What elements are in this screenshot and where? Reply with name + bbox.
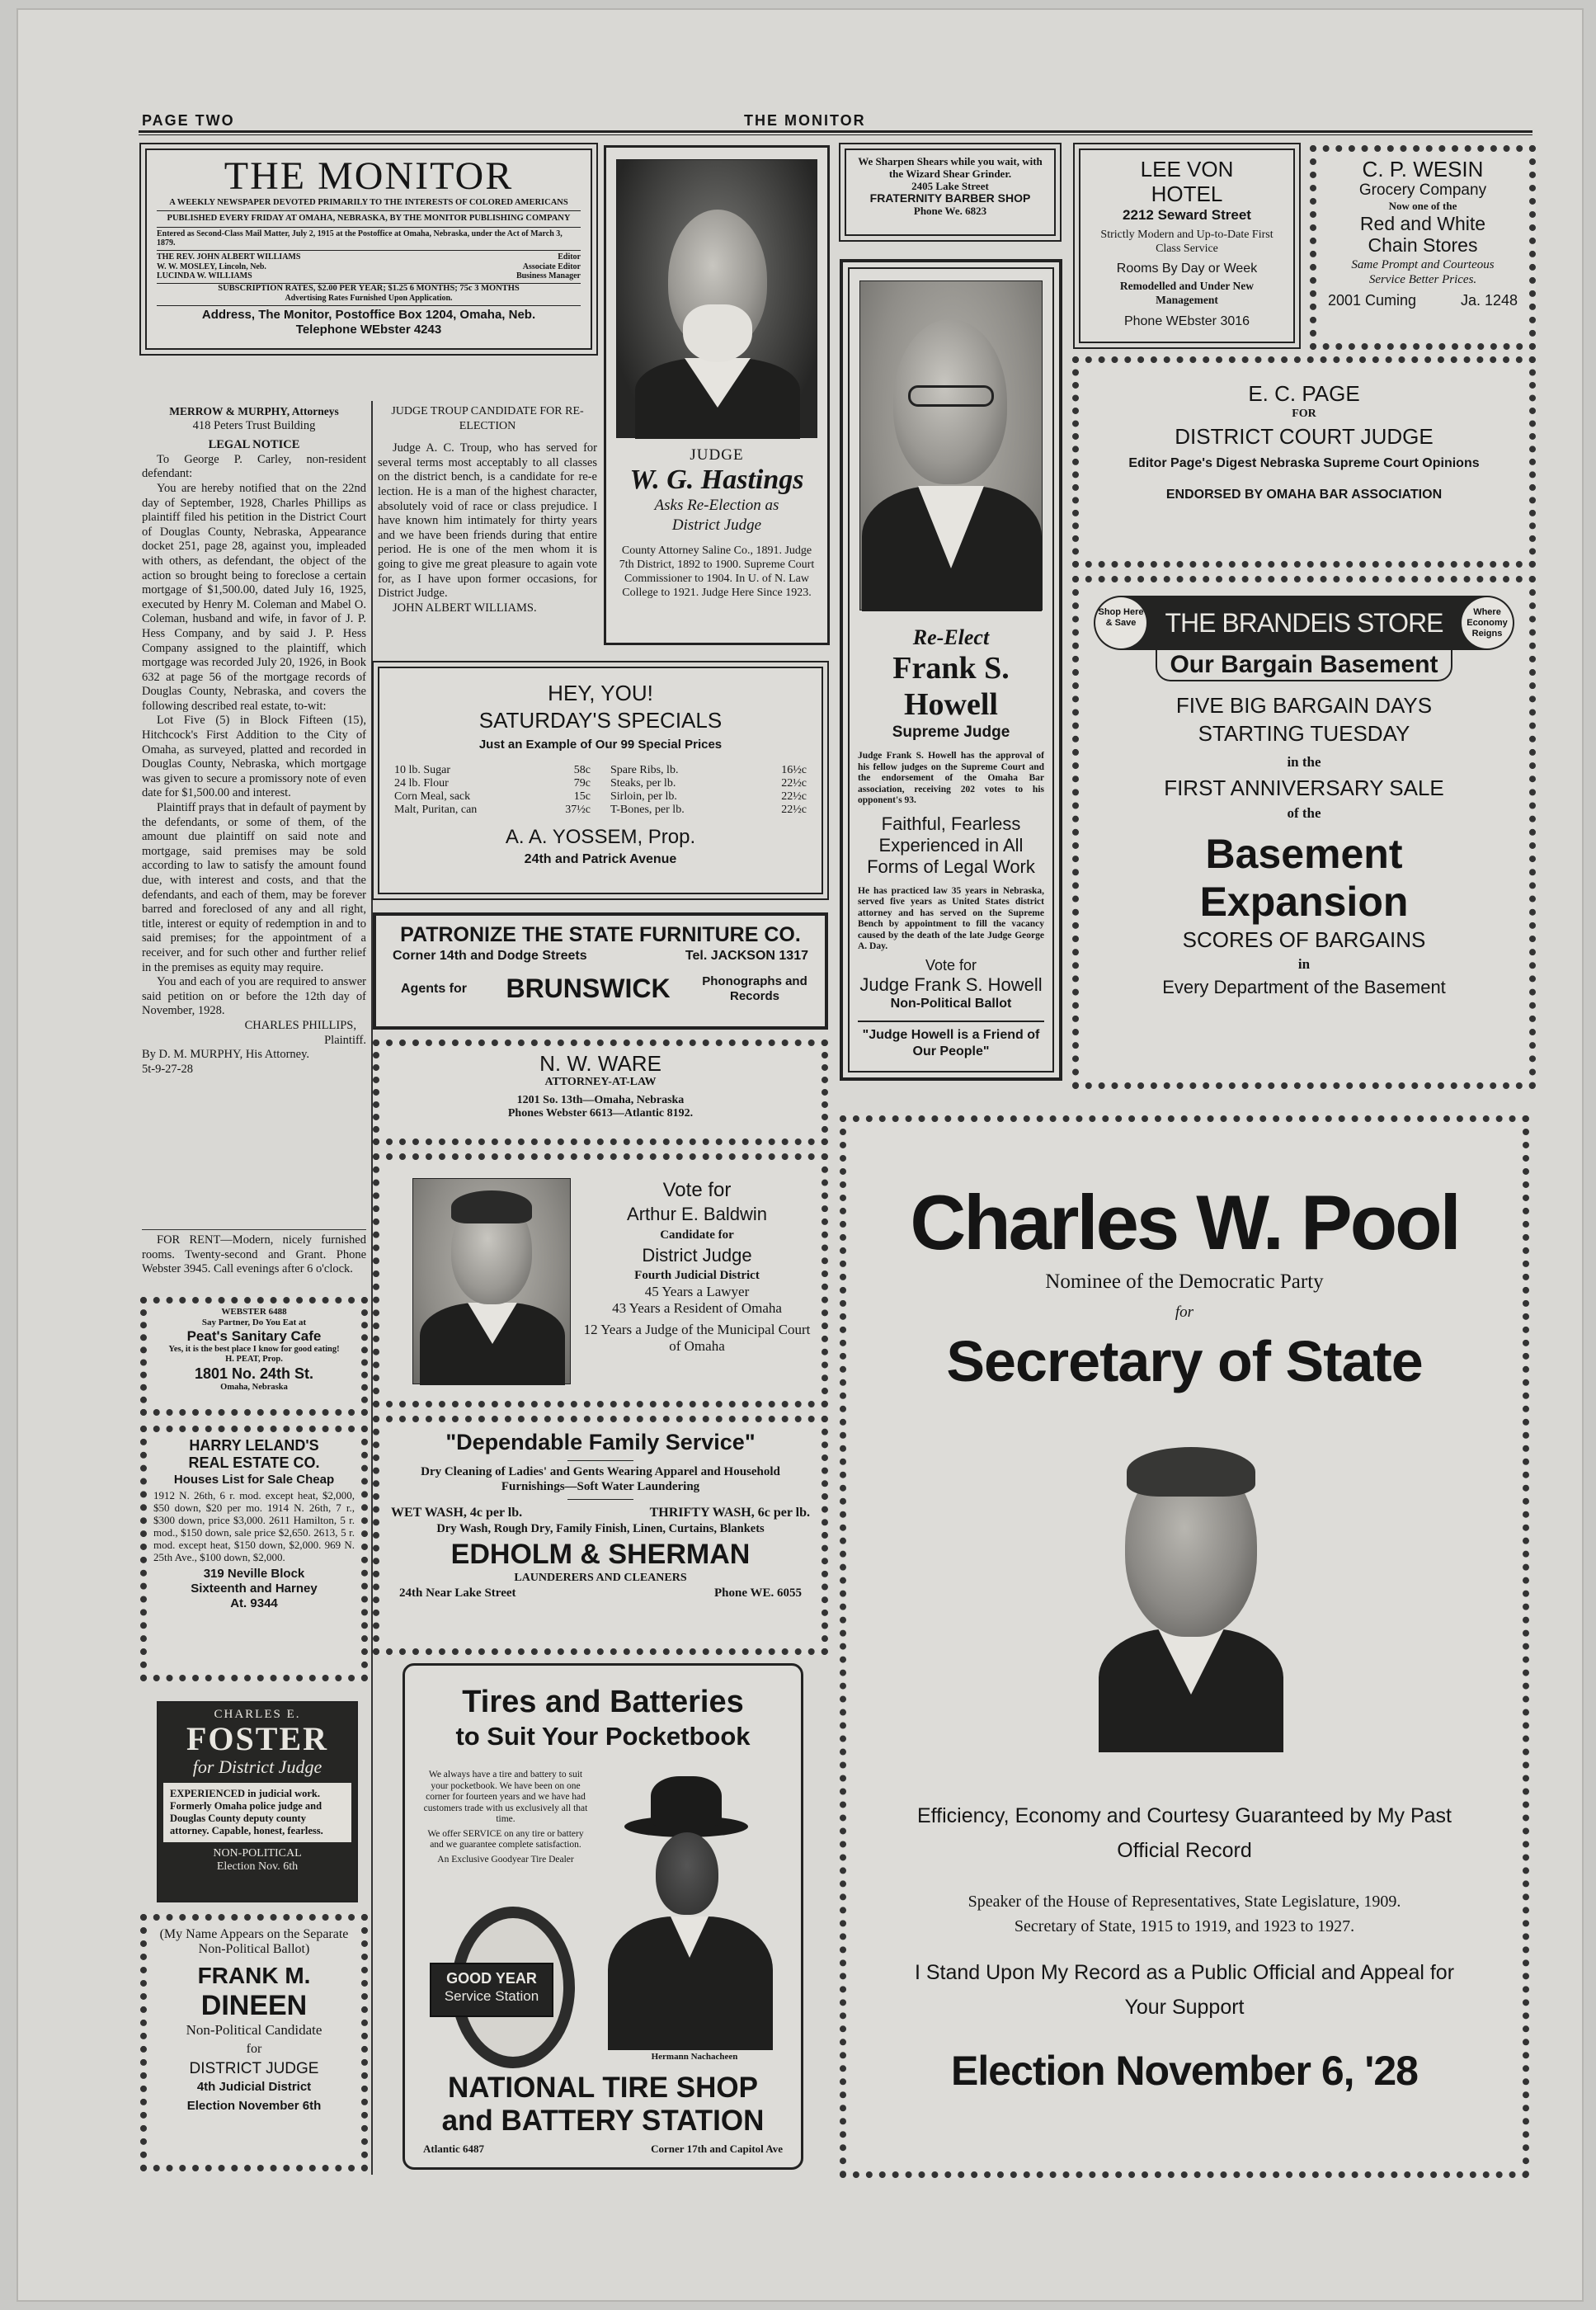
barber-address: 2405 Lake Street — [911, 180, 989, 192]
brandeis-departments: Every Department of the Basement — [1162, 977, 1446, 997]
leland-listings: 1912 N. 26th, 6 r. mod. except heat, $2,000, $50 down, $20 per mo. 1914 N. 26th, 7 r., $300 down, price $3,000. 2611 Hamilton, 5 r. mod., $150 down, sale price $2,650. 2613, 5 r. mod. except heat, $150 down, $2,000. 969 N. 25th Ave., $100 down, $2,000. — [153, 1489, 355, 1563]
edholm-rates — [388, 1505, 813, 1521]
howell-ballot: Non-Political Ballot — [890, 996, 1012, 1011]
edholm-services: Dry Cleaning of Ladies' and Gents Wearing Apparel and Household Furnishings—Soft Water Laundering — [421, 1465, 780, 1493]
tires-copy — [423, 1770, 588, 1865]
furniture-title: PATRONIZE THE STATE FURNITURE CO. — [400, 923, 801, 946]
furniture-contact — [393, 947, 808, 965]
baldwin-ad — [373, 1153, 828, 1407]
specials-subtitle: Just an Example of Our 99 Special Prices — [478, 738, 723, 752]
edholm-sherman-ad — [373, 1416, 828, 1655]
foster-body: EXPERIENCED in judicial work. Formerly Omaha police judge and Douglas County deputy county attorney. Capable, honest, fearless. — [163, 1783, 351, 1842]
foster-firstname: CHARLES E. — [214, 1708, 301, 1721]
hotel-rooms: Rooms By Day or Week — [1116, 262, 1258, 276]
howell-quote: "Judge Howell is a Friend of Our People" — [858, 1021, 1044, 1060]
howell-slogan: Faithful, Fearless Experienced in All Forms of Legal Work — [867, 813, 1035, 877]
hastings-text — [606, 446, 827, 600]
portrait-hair — [1127, 1447, 1255, 1497]
edholm-wet-wash: WET WASH, 4c per lb. — [391, 1506, 523, 1520]
howell-text — [843, 625, 1059, 1060]
brandeis-banner — [1094, 596, 1514, 650]
pool-record: Speaker of the House of Representatives, State Legislature, 1909. — [967, 1893, 1401, 1911]
tires-phone: Atlantic 6487 — [423, 2143, 485, 2155]
price-value: 79c — [573, 777, 591, 790]
wesin-address: 2001 Cuming — [1328, 292, 1417, 309]
brandeis-badge-left: Shop Here & Save — [1095, 597, 1146, 648]
pool-appeal: I Stand Upon My Record as a Public Official and Appeal for Your Support — [914, 1961, 1455, 2019]
lee-von-hotel-ad — [1079, 148, 1295, 343]
masthead-subtitle: A WEEKLY NEWSPAPER DEVOTED PRIMARILY TO THE INTERESTS OF COLORED AMERICANS — [157, 198, 581, 211]
price-row — [610, 804, 807, 817]
wesin-chain: Chain Stores — [1368, 234, 1478, 256]
barber-slogan: We Sharpen Shears while you wait, with the Wizard Shear Grinder. — [858, 155, 1043, 180]
brandeis-sale: FIRST ANNIVERSARY SALE — [1164, 776, 1444, 800]
portrait-hat-crown — [651, 1776, 722, 1826]
price-row — [610, 764, 807, 777]
goodyear-sign-brand: GOOD YEAR — [446, 1970, 537, 1987]
hastings-portrait — [616, 159, 817, 438]
howell-reelect: Re-Elect — [912, 625, 990, 649]
specials-right — [610, 764, 807, 817]
specials-hey: HEY, YOU! — [548, 681, 653, 705]
price-row — [394, 804, 591, 817]
wesin-name: C. P. WESIN — [1362, 157, 1484, 182]
furniture-brand: BRUNSWICK — [506, 974, 671, 1003]
price-row — [394, 777, 591, 790]
wesin-contact — [1321, 290, 1524, 310]
price-item: T-Bones, per lb. — [610, 804, 685, 816]
howell-ad — [840, 259, 1062, 1081]
masthead-ad-rates: Advertising Rates Furnished Upon Application. — [285, 293, 453, 303]
peats-name: Peat's Sanitary Cafe — [186, 1328, 322, 1344]
portrait-glasses — [908, 385, 994, 407]
howell-vote-name: Judge Frank S. Howell — [859, 974, 1043, 995]
paper-name: THE MONITOR — [744, 112, 866, 129]
barber-name: FRATERNITY BARBER SHOP — [869, 191, 1031, 205]
price-row — [610, 777, 807, 790]
national-tire-ad — [403, 1663, 803, 2170]
foster-ad — [157, 1701, 358, 1902]
wesin-phone: Ja. 1248 — [1460, 292, 1518, 309]
legal-signature: CHARLES PHILLIPS, — [244, 1018, 356, 1032]
masthead-rates: SUBSCRIPTION RATES, $2.00 PER YEAR; $1.25 6 MONTHS; 75c 3 MONTHS — [157, 283, 581, 294]
brandeis-line: STARTING TUESDAY — [1198, 721, 1410, 746]
brandeis-line: FIVE BIG BARGAIN DAYS — [1175, 693, 1433, 718]
dineen-candidacy: Non-Political Candidate — [186, 2022, 322, 2038]
wesin-line: Now one of the — [1388, 200, 1457, 212]
baldwin-district: Fourth Judicial District — [634, 1269, 760, 1282]
brandeis-badge-right: Where Economy Reigns — [1462, 597, 1513, 648]
price-item: 24 lb. Flour — [394, 777, 449, 790]
wesin-slogan: Same Prompt and Courteous Service Better Prices. — [1351, 258, 1495, 286]
portrait-beard — [683, 304, 752, 362]
howell-record: He has practiced law 35 years in Nebraska, served five years as United States district attorney and has served on the Supreme Bench by appointment to fill the vacancy caused by the death of the late Judge George A. Day. — [858, 885, 1044, 951]
baldwin-fact: 45 Years a Lawyer — [644, 1284, 750, 1299]
brandeis-line: of the — [1287, 805, 1321, 821]
pool-secretary-of-state-ad — [840, 1115, 1529, 2178]
baldwin-portrait — [412, 1178, 571, 1384]
wesin-grocery-ad — [1310, 145, 1536, 350]
edholm-finishes: Dry Wash, Rough Dry, Family Finish, Linen, Curtains, Blankets — [436, 1522, 765, 1535]
masthead-title: THE MONITOR — [224, 154, 514, 198]
edholm-slogan: "Dependable Family Service" — [445, 1430, 756, 1454]
pool-name: Charles W. Pool — [910, 1179, 1459, 1266]
price-row — [610, 790, 807, 804]
leland-phone: At. 9344 — [230, 1596, 278, 1610]
dineen-note: (My Name Appears on the Separate Non-Political Ballot) — [159, 1927, 349, 1956]
tires-address: Corner 17th and Capitol Ave — [651, 2143, 783, 2155]
specials-left — [394, 764, 591, 817]
hastings-title: JUDGE — [690, 446, 744, 464]
staff-name: THE REV. JOHN ALBERT WILLIAMS — [157, 252, 301, 262]
price-item: Steaks, per lb. — [610, 777, 676, 790]
dineen-for: for — [246, 2042, 262, 2056]
baldwin-candidate: Candidate for — [660, 1228, 734, 1242]
price-item: 10 lb. Sugar — [394, 764, 451, 776]
legal-paragraph: Lot Five (5) in Block Fifteen (15), Hitchcock's First Addition to the City of Omaha, as surveyed, platted and recorded in Douglas County, Nebraska, which mortgage was given to secure a promissory note of even date for $1,500.00 and interest. — [142, 714, 366, 800]
ornament-rule — [567, 1499, 633, 1500]
page-number: PAGE TWO — [142, 112, 235, 129]
portrait-hair — [451, 1190, 532, 1223]
brandeis-line: in — [1297, 956, 1311, 972]
peats-cafe-ad — [140, 1297, 368, 1416]
goodyear-sign — [430, 1963, 553, 2017]
price-value: 37½c — [565, 804, 591, 816]
page-endorsement: ENDORSED BY OMAHA BAR ASSOCIATION — [1165, 488, 1443, 502]
ware-address: 1201 So. 13th—Omaha, Nebraska — [516, 1094, 685, 1106]
ware-title: ATTORNEY-AT-LAW — [544, 1076, 657, 1088]
dineen-firstname: FRANK M. — [197, 1963, 311, 1988]
barber-phone: Phone We. 6823 — [913, 205, 987, 217]
furniture-products: Phonographs and Records — [702, 974, 807, 1003]
legal-paragraph: You are hereby notified that on the 22nd day of September, 1928, Charles Phillips as plaintiff filed his petition in the District Court of Douglas County, Nebraska, Appearance docket 251, page 28, against you, impleaded with others, as defendant, the object of the action so brought being to foreclose a certain mortgage of $1,500.00, dated July 16, 1925, executed by Henry M. Coleman and Mabel O. Coleman, husband and wife, in favor of J. P. Hess Company, and by said J. P. Hess Company assigned to the plaintiff, which mortgage was recorded July 20, 1926, in Book 632 at page 56 of the mortgage records of Douglas County, Nebraska, and covers the following described real estate, to-wit: — [142, 481, 366, 713]
legal-attorney: By D. M. MURPHY, His Attorney. — [142, 1048, 310, 1062]
dineen-ad — [140, 1914, 368, 2171]
tires-shop-name: NATIONAL TIRE SHOP — [448, 2072, 758, 2104]
hotel-name: LEE VON — [1140, 157, 1234, 182]
ornament-rule — [567, 1460, 633, 1461]
specials-proprietor: A. A. YOSSEM, Prop. — [505, 826, 696, 848]
masthead-staff — [157, 250, 581, 281]
hotel-name: HOTEL — [1151, 182, 1223, 206]
tires-portrait — [600, 1773, 789, 2068]
baldwin-vote: Vote for — [662, 1179, 732, 1201]
price-item: Malt, Puritan, can — [394, 804, 478, 816]
peats-prop: H. PEAT, Prop. — [225, 1355, 283, 1364]
tires-caption: Hermann Nachacheen — [651, 2052, 738, 2062]
price-value: 58c — [573, 764, 591, 776]
price-value: 22½c — [781, 777, 807, 790]
price-item: Spare Ribs, lb. — [610, 764, 679, 776]
hastings-record: County Attorney Saline Co., 1891. Judge 7th District, 1892 to 1900. Supreme Court Commissioner to 1904. In U. of N. Law College to 1921. Judge Here Since 1923. — [619, 544, 815, 599]
peats-line: Yes, it is the best place I know for good eating! — [168, 1345, 340, 1354]
wesin-chain: Red and White — [1359, 213, 1486, 234]
hastings-name: W. G. Hastings — [629, 464, 804, 495]
legal-code: 5t-9-27-28 — [142, 1062, 194, 1076]
brandeis-basement: Our Bargain Basement — [1156, 650, 1452, 681]
pool-portrait — [1099, 1439, 1283, 1752]
leland-real-estate-ad — [140, 1426, 368, 1681]
for-rent-text: FOR RENT—Modern, nicely furnished rooms. Twenty-second and Grant. Phone Webster 3945. Call evenings after 6 o'clock. — [142, 1233, 366, 1276]
pool-office: Secretary of State — [946, 1329, 1423, 1393]
leland-title: HARRY LELAND'S — [189, 1437, 319, 1454]
page-credentials: Editor Page's Digest Nebraska Supreme Court Opinions — [1128, 456, 1480, 470]
troup-signature: JOHN ALBERT WILLIAMS. — [393, 601, 537, 615]
legal-building: 418 Peters Trust Building — [192, 418, 316, 432]
goodyear-sign-service: Service Station — [444, 1988, 539, 2004]
baldwin-fact: 12 Years a Judge of the Municipal Court of Omaha — [583, 1322, 811, 1354]
price-value: 16½c — [781, 764, 807, 776]
hastings-ad — [604, 145, 830, 645]
brandeis-line: in the — [1287, 754, 1321, 770]
legal-title: LEGAL NOTICE — [208, 438, 300, 452]
hotel-address: 2212 Seward Street — [1123, 207, 1251, 223]
page-name: E. C. PAGE — [1248, 381, 1360, 406]
leland-title: REAL ESTATE CO. — [188, 1454, 320, 1471]
specials-prices — [394, 764, 807, 817]
troup-editorial — [373, 404, 597, 660]
dineen-election: Election November 6th — [186, 2099, 322, 2113]
peats-city: Omaha, Nebraska — [220, 1383, 288, 1392]
portrait-face — [656, 1832, 718, 1915]
edholm-tagline: LAUNDERERS AND CLEANERS — [514, 1572, 687, 1584]
price-row — [394, 764, 591, 777]
page-header — [142, 112, 1531, 129]
hastings-office: District Judge — [671, 516, 762, 534]
baldwin-office: District Judge — [642, 1245, 752, 1266]
edholm-name: EDHOLM & SHERMAN — [450, 1539, 751, 1570]
brandeis-headline: Expansion — [1199, 879, 1409, 925]
staff-role: Business Manager — [516, 271, 581, 280]
hastings-line: Asks Re-Election as — [654, 497, 779, 514]
tires-body: We always have a tire and battery to suit your pocketbook. We have been on one corner for fourteen years and we have had customers trade with us exclusively all that time. — [423, 1770, 588, 1824]
page-district-judge-ad — [1072, 356, 1536, 568]
staff-role: Editor — [558, 252, 581, 262]
specials-address: 24th and Patrick Avenue — [524, 852, 677, 866]
yossem-specials-ad — [378, 667, 823, 894]
furniture-phone: Tel. JACKSON 1317 — [685, 949, 808, 963]
staff-name: W. W. MOSLEY, Lincoln, Neb. — [157, 262, 266, 271]
edholm-address: 24th Near Lake Street — [399, 1586, 516, 1600]
dineen-name: DINEEN — [200, 1990, 308, 2021]
staff-role: Associate Editor — [522, 262, 581, 271]
brandeis-headline: Basement — [1205, 831, 1403, 877]
dineen-district: 4th Judicial District — [196, 2080, 312, 2094]
staff-name: LUCINDA W. WILLIAMS — [157, 271, 252, 280]
troup-title: JUDGE TROUP CANDIDATE FOR RE-ELECTION — [391, 405, 584, 432]
ware-phones: Phones Webster 6613—Atlantic 8192. — [507, 1107, 694, 1120]
page-for: FOR — [1292, 408, 1316, 420]
furniture-brand-row — [393, 974, 808, 1004]
tires-dealer: An Exclusive Goodyear Tire Dealer — [437, 1854, 574, 1864]
page-office: DISTRICT COURT JUDGE — [1175, 424, 1434, 449]
specials-title: SATURDAY'S SPECIALS — [478, 708, 723, 733]
brandeis-name: THE BRANDEIS STORE — [1165, 607, 1443, 638]
price-row — [394, 790, 591, 804]
foster-election: Election Nov. 6th — [216, 1860, 299, 1873]
leland-address: 319 Neville Block — [203, 1567, 305, 1581]
header-rule — [139, 130, 1532, 135]
edholm-thrifty-wash: THRIFTY WASH, 6c per lb. — [649, 1506, 810, 1520]
edholm-contact — [388, 1585, 813, 1601]
barber-shop-ad — [845, 148, 1056, 236]
peats-line: Say Partner, Do You Eat at — [201, 1318, 307, 1327]
state-furniture-ad — [373, 912, 828, 1030]
legal-paragraph: Plaintiff prays that in default of payment by the defendants, or some of them, of the amount due plaintiff on said note and mortgage, said premises may be sold according to law to satisfy the amount found due, with interest and costs, and that the defendants, and each of them, may be forever barred and foreclosed of any and all right, title, interest or equity of redemption in and to said premises; for the appointment of a receiver, and for such other and further relief in the premises as equity may require. — [142, 801, 366, 974]
legal-paragraph: To George P. Carley, non-resident defendant: — [142, 452, 366, 481]
hotel-service: Strictly Modern and Up-to-Date First Class Service — [1100, 229, 1274, 255]
howell-endorsement: Judge Frank S. Howell has the approval of his fellow judges on the Supreme Court and the endorsement of the Omaha Bar association, receiving 202 votes to his opponent's 93. — [858, 751, 1044, 805]
masthead-phone: Telephone WEbster 4243 — [295, 322, 442, 337]
ware-name: N. W. WARE — [539, 1051, 661, 1076]
peats-address: 1801 No. 24th St. — [194, 1365, 314, 1382]
tires-station-name: and BATTERY STATION — [441, 2105, 765, 2137]
baldwin-name: Arthur E. Baldwin — [627, 1204, 767, 1224]
legal-paragraph: You and each of you are required to answer said petition on or before the 12th day of November, 1928. — [142, 975, 366, 1018]
furniture-address: Corner 14th and Dodge Streets — [393, 949, 587, 963]
legal-notice — [142, 404, 366, 1262]
masthead-address: Address, The Monitor, Postoffice Box 1204, Omaha, Neb. — [157, 305, 581, 323]
howell-office: Supreme Judge — [892, 724, 1010, 741]
for-rent-notice — [142, 1229, 366, 1294]
masthead-entered: Entered as Second-Class Mail Matter, July 2, 1915 at the Postoffice at Omaha, Nebraska, under the Act of March 3, 1879. — [157, 227, 581, 248]
howell-portrait — [859, 280, 1043, 610]
price-value: 22½c — [781, 804, 807, 816]
edholm-phone: Phone WE. 6055 — [714, 1586, 802, 1600]
furniture-agents: Agents for — [401, 981, 467, 996]
legal-signature-role: Plaintiff. — [324, 1033, 366, 1047]
pool-for: for — [1175, 1304, 1194, 1321]
pool-election: Election November 6, '28 — [951, 2048, 1418, 2094]
tires-subtitle: to Suit Your Pocketbook — [455, 1722, 751, 1751]
legal-firm: MERROW & MURPHY, Attorneys — [169, 405, 339, 417]
dineen-office: DISTRICT JUDGE — [189, 2060, 319, 2077]
leland-address: Sixteenth and Harney — [191, 1582, 318, 1596]
peats-phone: WEBSTER 6488 — [221, 1307, 287, 1317]
howell-name: Frank S. Howell — [892, 651, 1010, 722]
wesin-company: Grocery Company — [1358, 182, 1487, 199]
tires-contact — [423, 2143, 783, 2156]
price-value: 15c — [573, 790, 591, 803]
masthead-published: PUBLISHED EVERY FRIDAY AT OMAHA, NEBRASKA, BY THE MONITOR PUBLISHING COMPANY — [167, 214, 571, 223]
foster-name: FOSTER — [186, 1720, 329, 1757]
troup-body: Judge A. C. Troup, who has served for several terms most acceptably to all classes on the district bench, is a candidate for re-e lection. He is a man of the highest character, absolutely void of race or class prejudice. I have known him intimately for thirty years and we have been friends during that entire period. He is one of the men whom it is going to give me great pleasure to again vote for, as I have upon former occasions, for District Judge. — [378, 441, 597, 601]
foster-office: for District Judge — [192, 1756, 322, 1777]
brandeis-store-ad — [1072, 576, 1536, 1089]
hotel-phone: Phone WEbster 3016 — [1123, 314, 1250, 328]
pool-guarantee: Efficiency, Economy and Courtesy Guaranteed by My Past Official Record — [917, 1804, 1452, 1862]
tires-title: Tires and Batteries — [462, 1685, 744, 1719]
leland-subtitle: Houses List for Sale Cheap — [173, 1473, 335, 1487]
price-item: Sirloin, per lb. — [610, 790, 677, 803]
ware-ad — [373, 1040, 828, 1145]
baldwin-text — [577, 1178, 817, 1355]
pool-record: Secretary of State, 1915 to 1919, and 1923 to 1927. — [1014, 1917, 1355, 1935]
brandeis-bargains: SCORES OF BARGAINS — [1182, 927, 1426, 952]
price-value: 22½c — [781, 790, 807, 803]
tires-body: We offer SERVICE on any tire or battery and we guarantee complete satisfaction. — [427, 1828, 584, 1850]
baldwin-fact: 43 Years a Resident of Omaha — [612, 1300, 782, 1316]
masthead — [145, 148, 592, 350]
foster-ballot: NON-POLITICAL — [213, 1847, 302, 1860]
howell-vote: Vote for — [925, 956, 977, 974]
hotel-management: Remodelled and Under New Management — [1119, 280, 1255, 306]
price-item: Corn Meal, sack — [394, 790, 471, 803]
pool-party: Nominee of the Democratic Party — [1045, 1270, 1324, 1293]
